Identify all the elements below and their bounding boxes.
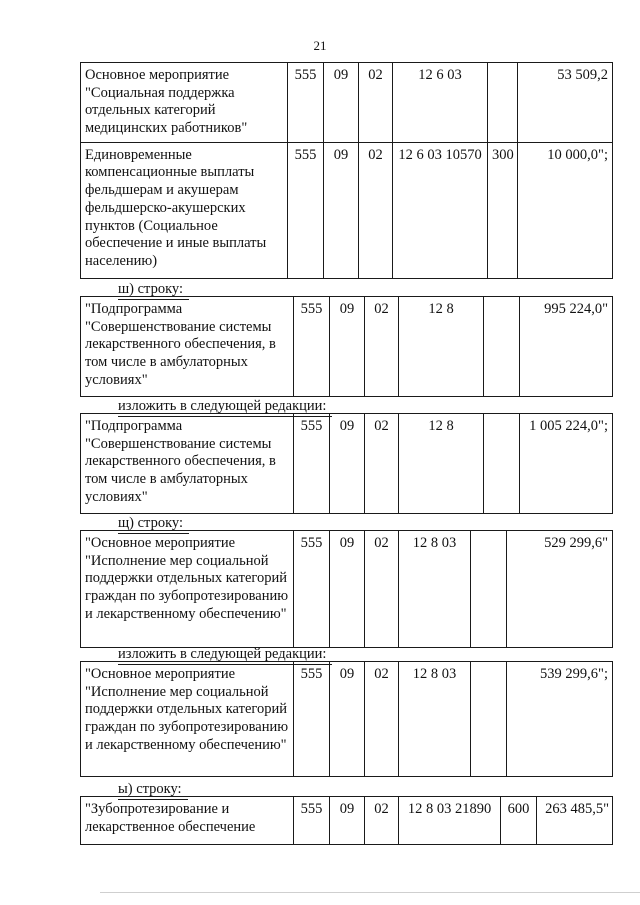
gov-code: 555 [288, 63, 324, 143]
subsection-code: 02 [365, 797, 399, 845]
section-code: 09 [324, 142, 359, 278]
amount: 995 224,0" [520, 297, 613, 397]
expense-type [471, 531, 507, 648]
subsection-code: 02 [365, 531, 399, 648]
caption-y: ы) строку: [118, 781, 188, 800]
row-name: "Подпрограмма "Совершенствование системы лекарственного обеспечения, в том числе в амбулаторных условиях" [81, 297, 294, 397]
subsection-code: 02 [365, 414, 399, 514]
row-name: "Зубопротезирование и лекарственное обеспечение [81, 797, 294, 845]
row-name: Основное мероприятие "Социальная поддержка отдельных категорий медицинских работников" [81, 63, 288, 143]
table-row [81, 797, 613, 845]
gov-code: 555 [294, 297, 330, 397]
target-code: 12 8 03 21890 [399, 797, 501, 845]
target-code: 12 6 03 [393, 63, 488, 143]
section-code: 09 [330, 531, 365, 648]
table-row [81, 531, 613, 648]
subsection-code: 02 [365, 662, 399, 777]
row-name: "Основное мероприятие "Исполнение мер социальной поддержки отдельных категорий граждан по зубопротезированию и лекарственному обеспечению" [81, 662, 294, 777]
gov-code: 555 [288, 142, 324, 278]
table-row [81, 297, 613, 397]
gov-code: 555 [294, 414, 330, 514]
caption-sh: ш) строку: [118, 281, 189, 300]
gov-code: 555 [294, 797, 330, 845]
caption-shch: щ) строку: [118, 515, 189, 534]
table-row [81, 142, 613, 278]
amount: 10 000,0"; [518, 142, 613, 278]
expense-type [484, 414, 520, 514]
amount: 263 485,5" [537, 797, 613, 845]
expense-type [488, 63, 518, 143]
section-code: 09 [330, 414, 365, 514]
table-row [81, 414, 613, 514]
target-code: 12 8 03 [399, 531, 471, 648]
amount: 529 299,6" [507, 531, 613, 648]
caption-replace: изложить в следующей редакции: [118, 398, 332, 417]
subsection-code: 02 [365, 297, 399, 397]
scan-bottom-line [100, 892, 640, 893]
subsection-code: 02 [359, 142, 393, 278]
amount: 53 509,2 [518, 63, 613, 143]
row-name: Единовременные компенсационные выплаты фельдшерам и акушерам фельдшерско-акушерских пунктов (Социальное обеспечение и иные выплаты населению) [81, 142, 288, 278]
target-code: 12 8 [399, 414, 484, 514]
expense-type [484, 297, 520, 397]
target-code: 12 8 03 [399, 662, 471, 777]
expense-type: 300 [488, 142, 518, 278]
budget-table-4 [80, 530, 613, 648]
budget-table-6 [80, 796, 613, 845]
budget-table-1 [80, 62, 613, 279]
section-code: 09 [330, 297, 365, 397]
budget-table-3 [80, 413, 613, 514]
row-name: "Основное мероприятие "Исполнение мер социальной поддержки отдельных категорий граждан по зубопротезированию и лекарственному обеспечению" [81, 531, 294, 648]
section-code: 09 [330, 797, 365, 845]
section-code: 09 [330, 662, 365, 777]
budget-table-5 [80, 661, 613, 777]
section-code: 09 [324, 63, 359, 143]
gov-code: 555 [294, 531, 330, 648]
table-row [81, 662, 613, 777]
amount: 539 299,6"; [507, 662, 613, 777]
page-number: 21 [313, 38, 327, 53]
gov-code: 555 [294, 662, 330, 777]
target-code: 12 8 [399, 297, 484, 397]
caption-replace-2: изложить в следующей редакции: [118, 646, 332, 665]
budget-table-2 [80, 296, 613, 397]
row-name: "Подпрограмма "Совершенствование системы лекарственного обеспечения, в том числе в амбулаторных условиях" [81, 414, 294, 514]
expense-type [471, 662, 507, 777]
amount: 1 005 224,0"; [520, 414, 613, 514]
expense-type: 600 [501, 797, 537, 845]
table-row [81, 63, 613, 143]
subsection-code: 02 [359, 63, 393, 143]
target-code: 12 6 03 10570 [393, 142, 488, 278]
